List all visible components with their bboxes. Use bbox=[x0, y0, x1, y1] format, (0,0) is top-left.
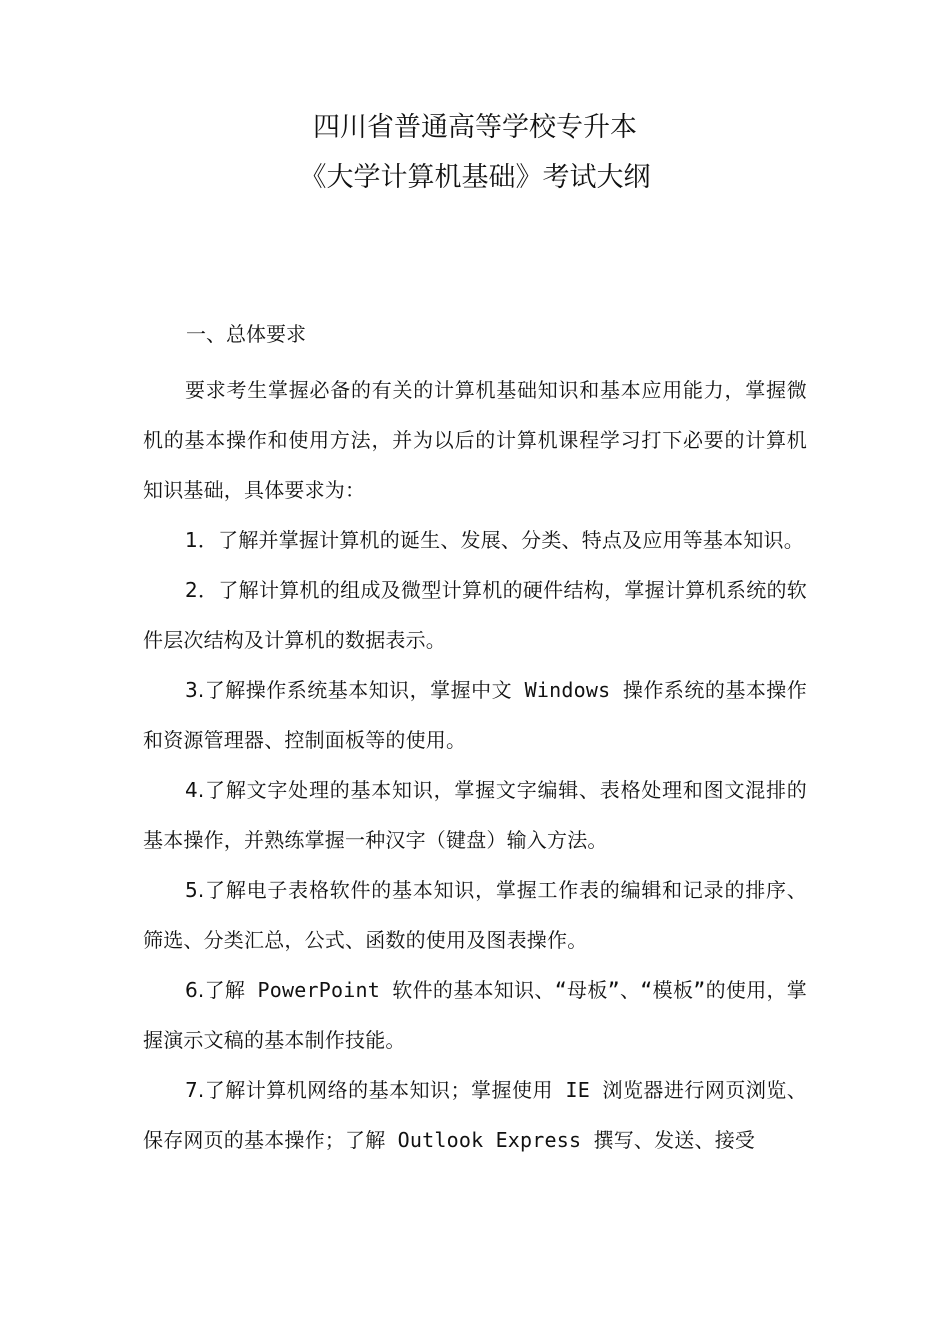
section-heading: 一、总体要求 bbox=[186, 322, 306, 346]
item-text: 了解 PowerPoint 软件的基本知识、“母板”、“模板”的使用，掌握演示文稿的基本制作技能。 bbox=[143, 978, 807, 1052]
document-title-line1: 四川省普通高等学校专升本 bbox=[313, 112, 637, 143]
item-number: 2． bbox=[185, 578, 219, 602]
list-item bbox=[143, 865, 807, 965]
item-text: 了解文字处理的基本知识，掌握文字编辑、表格处理和图文混排的基本操作，并熟练掌握一种汉字（键盘）输入方法。 bbox=[143, 778, 807, 852]
item-text: 了解电子表格软件的基本知识，掌握工作表的编辑和记录的排序、筛选、分类汇总，公式、函数的使用及图表操作。 bbox=[143, 878, 807, 952]
document-body bbox=[143, 365, 807, 1165]
document-title-line2: 《大学计算机基础》考试大纲 bbox=[299, 162, 651, 193]
list-item bbox=[143, 1065, 807, 1165]
list-item bbox=[143, 965, 807, 1065]
list-item bbox=[143, 565, 807, 665]
list-item bbox=[143, 665, 807, 765]
item-text: 了解并掌握计算机的诞生、发展、分类、特点及应用等基本知识。 bbox=[218, 528, 804, 552]
item-number: 4. bbox=[185, 778, 205, 802]
item-text: 了解操作系统基本知识，掌握中文 Windows 操作系统的基本操作和资源管理器、控制面板等的使用。 bbox=[143, 678, 807, 752]
item-text: 了解计算机网络的基本知识；掌握使用 IE 浏览器进行网页浏览、保存网页的基本操作；了解 Outlook Express 撰写、发送、接受 bbox=[143, 1078, 807, 1152]
item-number: 6. bbox=[185, 978, 205, 1002]
list-item bbox=[143, 515, 807, 565]
item-text: 了解计算机的组成及微型计算机的硬件结构，掌握计算机系统的软件层次结构及计算机的数据表示。 bbox=[143, 578, 808, 652]
item-number: 3. bbox=[185, 678, 205, 702]
intro-paragraph: 要求考生掌握必备的有关的计算机基础知识和基本应用能力，掌握微机的基本操作和使用方法，并为以后的计算机课程学习打下必要的计算机知识基础，具体要求为： bbox=[143, 378, 807, 502]
item-number: 7. bbox=[185, 1078, 205, 1102]
item-number: 5. bbox=[185, 878, 205, 902]
list-item bbox=[143, 765, 807, 865]
item-number: 1． bbox=[185, 528, 219, 552]
